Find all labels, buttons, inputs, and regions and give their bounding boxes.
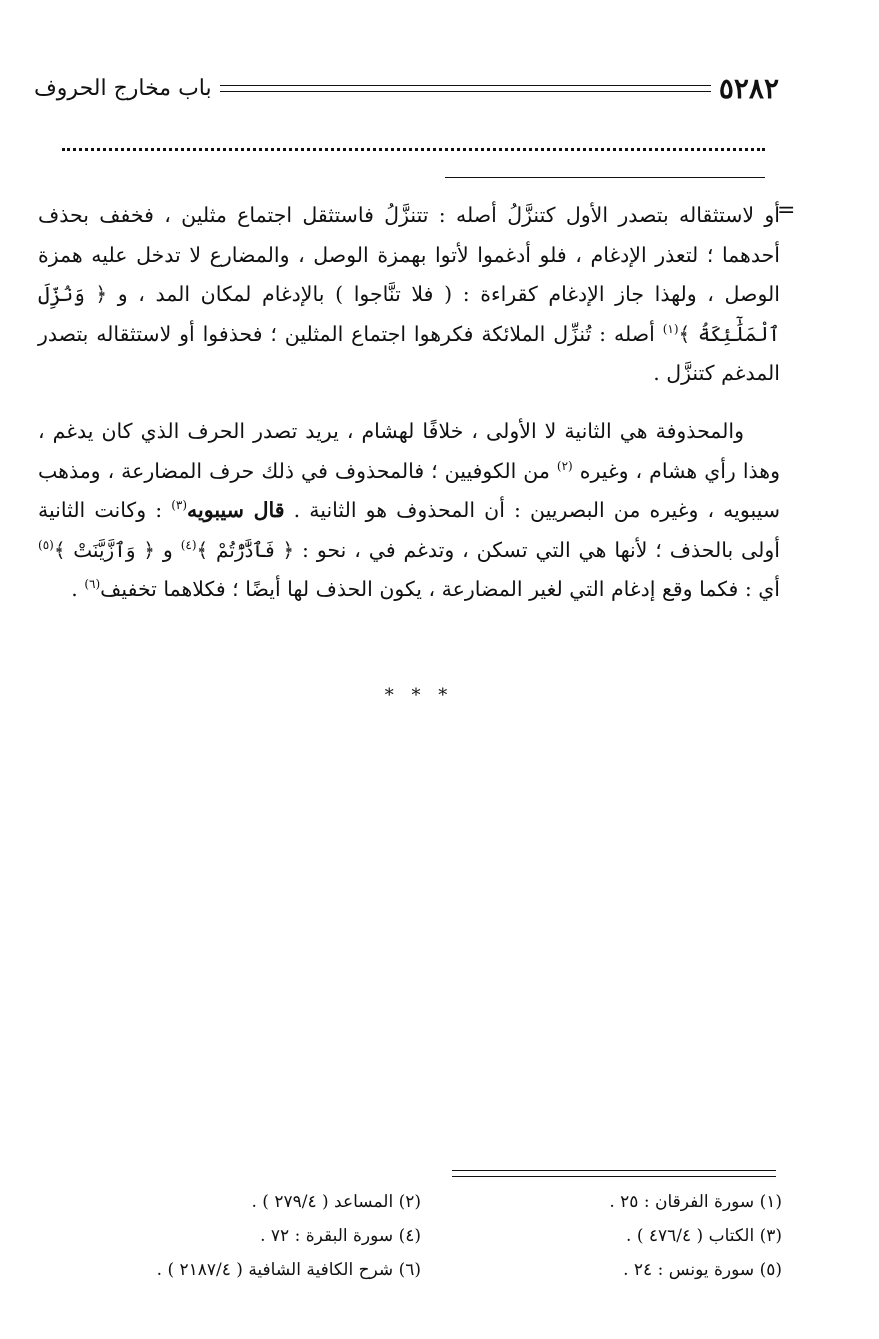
conjunction: و	[162, 537, 173, 562]
footnote: (٢) المساعد ( ٢٧٩/٤ ) .	[251, 1192, 421, 1212]
footnote-ref: (٣)	[171, 498, 188, 513]
footnote-rule	[452, 1170, 776, 1177]
footnotes	[60, 1190, 782, 1282]
header-double-rule	[220, 85, 711, 92]
para1-line5: فحذفوا أو لاستثقاله بتصدر المدغم كتنزَّل .	[38, 321, 780, 385]
bold-citation: قال سيبويه	[187, 498, 285, 522]
para2-sentence4: أي : فكما وقع إدغام التي لغير المضارعة ، يكون الحذف لها أيضًا ؛ فكلاهما تخفيف	[100, 577, 780, 601]
paragraph	[38, 412, 780, 610]
footnote: (٥) سورة يونس : ٢٤ .	[623, 1260, 782, 1280]
continuation-mark: =	[777, 198, 796, 223]
para1-line4a: لمكان المد ، و	[117, 282, 252, 306]
section-separator: * * *	[384, 685, 454, 706]
footnote-ref: (١)	[662, 321, 679, 336]
footnote: (١) سورة الفرقان : ٢٥ .	[609, 1192, 782, 1212]
para2-end: .	[71, 577, 78, 601]
footnote-ref: (٤)	[180, 537, 197, 552]
para1-line4b: أصله : تُنزِّل الملائكة فكرهوا اجتماع المثلين ؛	[270, 321, 655, 346]
para1-line1: أو لاستثقاله بتصدر الأول كتنزَّلُ أصله : تتنزَّلُ فاستثقل اجتماع مثلين ، فخفف	[99, 203, 780, 227]
para2-sentence2: من الكوفيين ؛ فالمحذوف في ذلك حرف المضارعة ، ومذهب سيبويه ، وغيره من البصريين : أن المحذوف هو الثانية .	[38, 458, 780, 522]
running-header	[34, 66, 779, 110]
footnote-ref: (٥)	[38, 537, 54, 552]
quran-quote: ﴿ وَٱزَّيَّنَتْ ﴾	[53, 537, 155, 562]
footnote-ref: (٢)	[556, 458, 573, 473]
dotted-separator	[62, 148, 765, 151]
para1-line3: لا تدخل عليه همزة الوصل ، ولهذا جاز الإدغام كقراءة : ( فلا تنَّاجوا ) بالإدغام	[38, 242, 780, 306]
footnote: (٣) الكتاب ( ٤٧٦/٤ ) .	[626, 1226, 782, 1246]
para2-sentence3: : وكانت الثانية أولى بالحذف ؛ لأنها هي التي تسكن ، وتدغم في ، نحو :	[38, 498, 780, 562]
footnote-ref: (٦)	[84, 577, 101, 592]
paragraph-continued	[38, 196, 780, 394]
footnote: (٤) سورة البقرة : ٧٢ .	[260, 1226, 421, 1246]
text-rule	[445, 177, 765, 178]
page-number: ٥٢٨٢	[718, 71, 779, 105]
quran-quote: ﴿ وَنُزِّلَ ٱلْمَلَٰٓئِكَةُ ﴾	[38, 282, 781, 346]
chapter-title: باب مخارج الحروف	[34, 75, 212, 101]
footnote: (٦) شرح الكافية الشافية ( ٢١٨٧/٤ ) .	[156, 1260, 421, 1280]
para2-sentence1: والمحذوفة هي الثانية لا الأولى ، خلافًا لهشام ، يريد تصدر الحرف الذي كان يدغم ، وهذا رأي هشام ، وغيره	[38, 419, 780, 483]
para1-line2: بحذف أحدهما ؛ لتعذر الإدغام ، فلو أدغموا لأتوا بهمزة الوصل ، والمضارع	[38, 203, 780, 267]
quran-quote: ﴿ فَٱدَّٰرَْٰتُمْ ﴾	[196, 537, 295, 562]
